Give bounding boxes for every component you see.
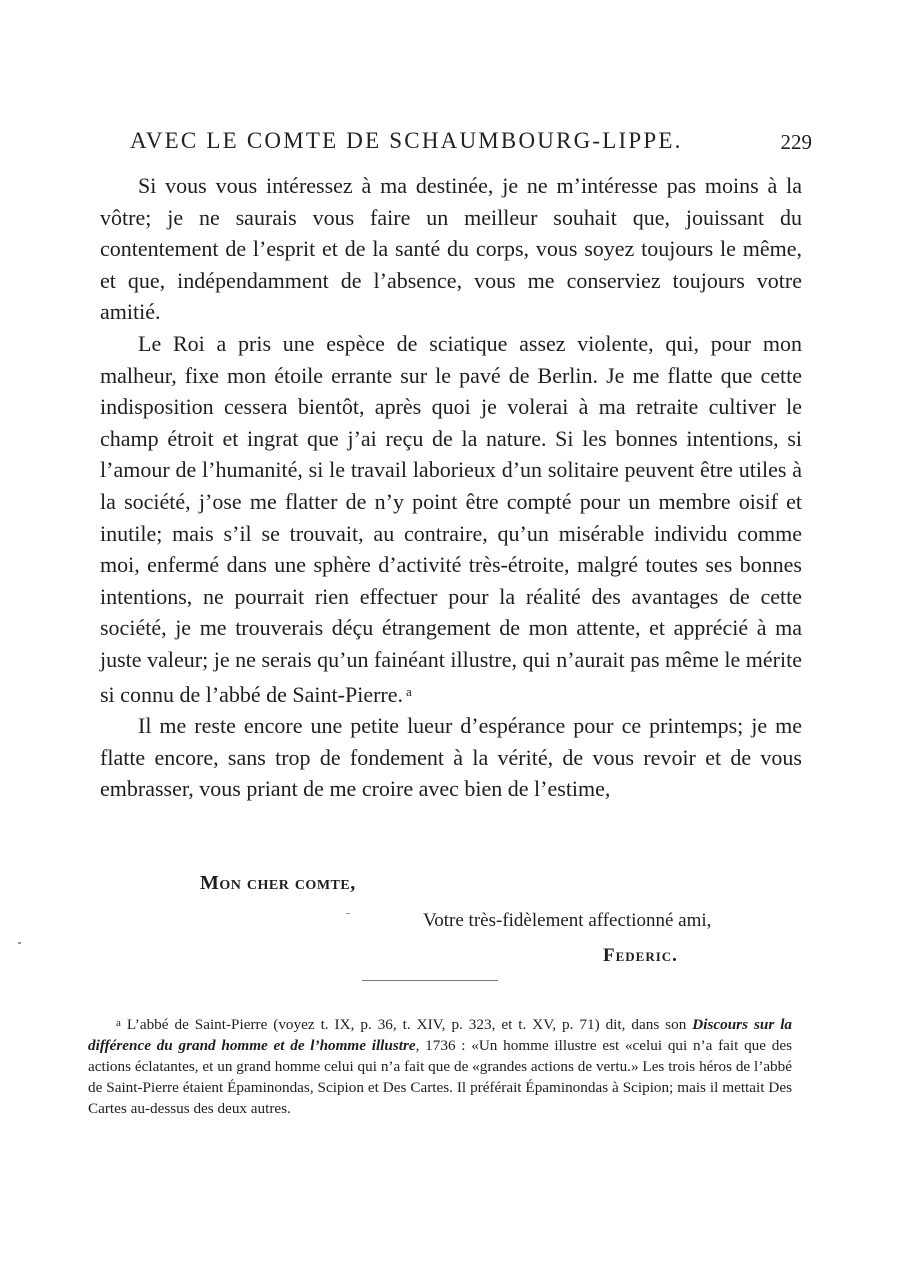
closing-formula: Votre très-fidèlement affectionné ami, [423,910,712,931]
scan-speck [18,942,21,944]
footnote-separator [362,980,498,981]
footnote-text-before: L’abbé de Saint-Pierre (voyez t. IX, p. 36, t. XIV, p. 323, et t. XV, p. 71) dit, dans son [126,1016,687,1033]
running-title: AVEC LE COMTE DE SCHAUMBOURG-LIPPE. [130,128,683,153]
paragraph-3 [100,710,802,805]
scan-speck [346,913,350,914]
letter-body [100,170,802,805]
page-header [100,128,812,162]
footnote [88,1013,792,1119]
paragraph-2-text: Le Roi a pris une espèce de sciatique assez violente, qui, pour mon malheur, fixe mon étoile errante sur le pavé de Berlin. Je me flatte que cette indisposition cessera bientôt, après quoi je volerai à ma retraite cultiver le champ étroit et ingrat que j’ai reçu de la nature. Si les bonnes intentions, si l’amour de l’humanité, si le travail laborieux d’un solitaire peuvent être utiles à la société, j’ose me flatter de n’y point être compté pour un membre oisif et inutile; mais s’il se trouvait, au contraire, qu’un misérable individu comme moi, enfermé dans une sphère d’activité très-étroite, malgré toutes ses bonnes intentions, ne pourrait rien effectuer pour la réalité des avantages de cette société, je me trouverais déçu étrangement de mon attente, et apprécié à ma juste valeur; je ne serais qu’un fainéant illustre, qui n’aurait pas même le mérite si connu de l’abbé de Saint-Pierre. [100,330,802,707]
paragraph-1 [100,170,802,328]
paragraph-2 [100,328,802,710]
paragraph-1-text: Si vous vous intéressez à ma destinée, je ne m’intéresse pas moins à la vôtre; je ne saurais vous faire un meilleur souhait que, jouissant du contentement de l’esprit et de la santé du corps, vous soyez toujours le même, et que, indépendamment de l’absence, vous me conserviez toujours votre amitié. [100,173,802,325]
footnote-marker: a [116,1017,121,1029]
signature: Federic. [603,945,678,966]
closing-salutation: Mon cher comte, [200,872,356,894]
page-number: 229 [780,130,812,154]
footnote-reference: a [406,683,412,699]
footnote-cited-title: Discours sur la différence du grand homme et de l’homme illustre [88,1016,793,1054]
paragraph-3-text: Il me reste encore une petite lueur d’espérance pour ce printemps; je me flatte encore, sans trop de fondement à la vérité, de vous revoir et de vous embrasser, vous priant de me croire avec bien de l’estime, [100,713,802,802]
footnote-text-after: , 1736 : «Un homme illustre est «celui qui n’a fait que des actions éclatantes, et un grand homme celui qui n’a fait que de «grandes actions de vertu.» Les trois héros de l’abbé de Saint-Pierre étaient Épaminondas, Scipion et Des Cartes. Il préférait Épaminondas à Scipion; mais il mettait Des Cartes au-dessus des deux autres. [88,1037,792,1117]
